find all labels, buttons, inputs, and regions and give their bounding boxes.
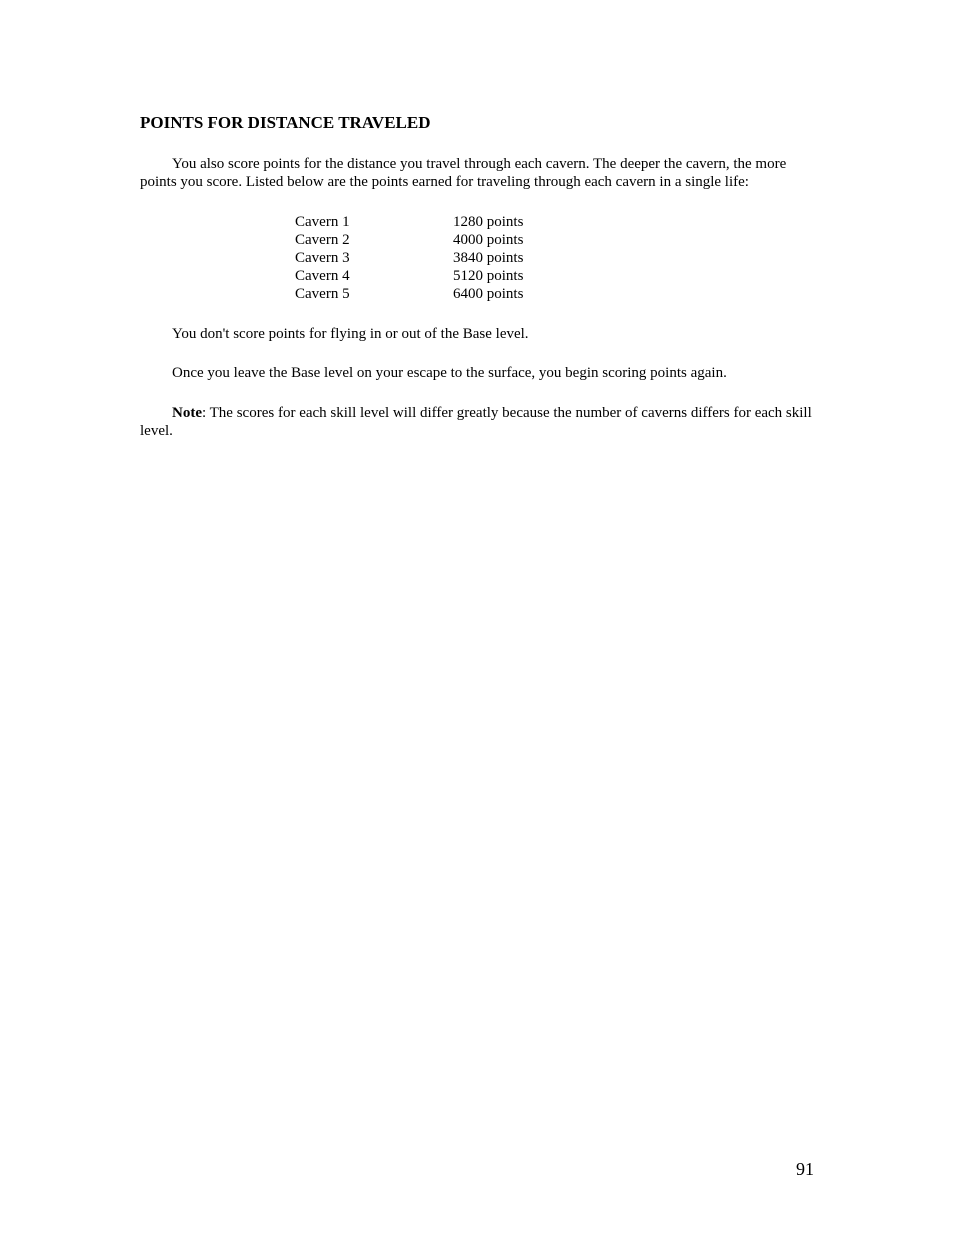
cavern-name: Cavern 5 <box>295 286 350 302</box>
cavern-points: 6400 points <box>453 286 524 302</box>
escape-paragraph: Once you leave the Base level on your escape to the surface, you begin scoring points again. <box>172 365 727 381</box>
table-row <box>295 267 523 285</box>
note-label: Note <box>172 405 202 421</box>
table-row <box>295 231 523 249</box>
cavern-points: 5120 points <box>453 268 524 284</box>
cavern-name: Cavern 1 <box>295 214 350 230</box>
table-row <box>295 249 523 267</box>
intro-paragraph: You also score points for the distance you travel through each cavern. The deeper the cavern, the more points you score. Listed below are the points earned for traveling through each cavern in a single life: <box>140 156 787 190</box>
base-level-paragraph: You don't score points for flying in or out of the Base level. <box>172 326 529 342</box>
cavern-name: Cavern 4 <box>295 268 350 284</box>
cavern-points: 1280 points <box>453 214 524 230</box>
note-paragraph <box>140 404 815 440</box>
table-row <box>295 213 523 231</box>
note-text: : The scores for each skill level will differ greatly because the number of caverns differs for each skill level. <box>140 405 812 439</box>
section-heading: POINTS FOR DISTANCE TRAVELED <box>140 113 431 132</box>
cavern-points: 4000 points <box>453 232 524 248</box>
page-number: 91 <box>796 1159 814 1179</box>
table-row <box>295 285 523 303</box>
cavern-name: Cavern 3 <box>295 250 350 266</box>
cavern-points: 3840 points <box>453 250 524 266</box>
cavern-points-table <box>295 213 523 303</box>
cavern-name: Cavern 2 <box>295 232 350 248</box>
